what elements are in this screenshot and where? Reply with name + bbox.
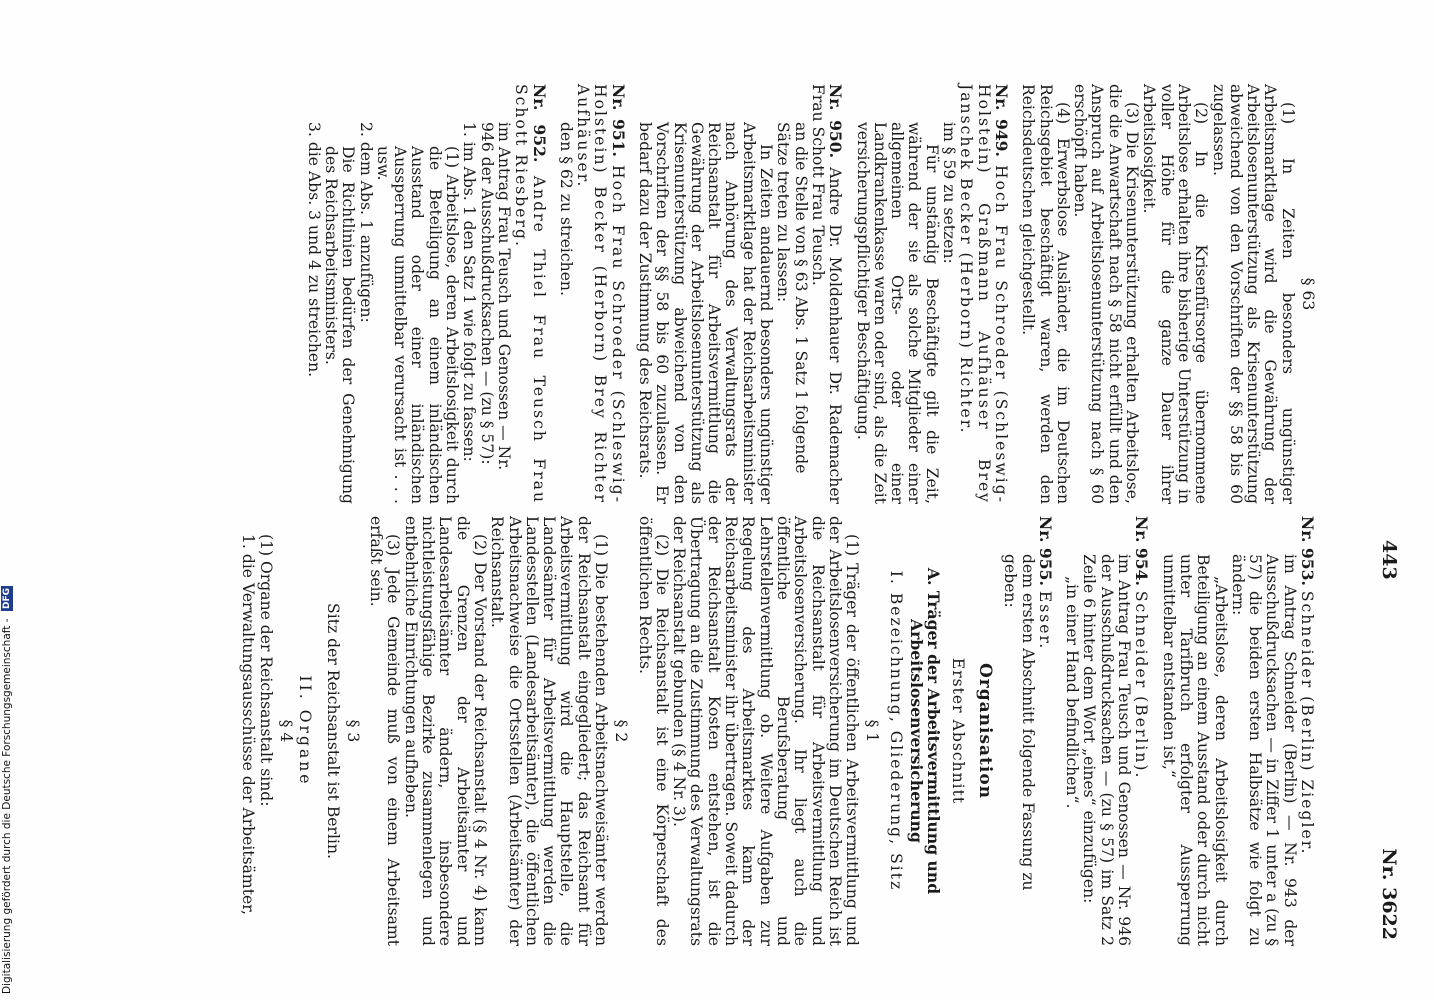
paragraph: Sitz der Reichsanstalt ist Berlin. (323, 603, 342, 859)
motion-signatories: Schneider (Berlin). (1132, 590, 1151, 780)
paragraph: (1) Organe der Reichsanstalt sind: (256, 534, 275, 807)
motion-number: Nr. 950. (826, 84, 846, 159)
list-item: 1. im Abs. 1 den Satz 1 wie folgt zu fassen: (460, 122, 479, 462)
motion-signatories: Hoch Frau Schroeder (Schleswig-Holstein) Becker (Herborn) Brey Richter Aufhäuser. (574, 84, 627, 504)
section-heading: § 2 (612, 719, 631, 743)
motion-text: im § 59 zu setzen: (940, 122, 959, 264)
section-heading: § 63 (1299, 277, 1317, 311)
list-item: 2. dem Abs. 1 anzufügen: (356, 122, 375, 323)
motion-950 (809, 84, 845, 504)
motion-text: den § 62 zu streichen. (556, 122, 575, 296)
paragraph: (4) Erwerbslose Ausländer, die im Deutschen Reichsgebiet beschäftigt waren, werden den Reichsdeutschen gleichgestellt. (1019, 84, 1072, 504)
motion-text: dem ersten Abschnitt folgende Fassung zu geben: (1001, 554, 1037, 891)
paragraph: (1) In Zeiten besonders ungünstiger Arbeitsmarktlage wird die Gewährung der Arbeitslosenunterstützung als Krisenunterstützung abweichend von den Vorschriften der §§ 58 bis 60 zugelassen. (1209, 84, 1297, 504)
list-item: 1. die Verwaltungsausschüsse der Arbeitsämter, (239, 534, 258, 915)
section-heading: § 3 (343, 719, 362, 743)
motion-number: Nr. 953. (1298, 516, 1317, 586)
motion-952 (512, 84, 548, 504)
motion-949 (957, 84, 1010, 504)
drucksache-number: Nr. 3622 (1378, 848, 1400, 940)
paragraph: (2) Der Vorstand der Reichsanstalt (§ 4 Nr. 4) kann die Grenzen der Arbeitsämter und Landesarbeitsämter ändern, insbesondere nichtleistungsfähige Bezirke zusammenlegen und entbehrliche Einrichtungen aufheben. (401, 516, 489, 946)
motion-signatories: Schneider (Berlin) Ziegler. (1298, 590, 1316, 856)
heading-abschnitt: Erster Abschnitt (948, 657, 967, 805)
motion-953 (1298, 516, 1316, 946)
motion-quote: Die Richtlinien bedürfen der Genehmigung des Reichsarbeitsministers. (321, 146, 358, 504)
dfg-logo: DFG (2, 588, 12, 610)
motion-quote: In Zeiten andauernd besonders ungünstiger Arbeitsmarktlage hat der Reichsarbeitsminister nach Anhörung des Verwaltungsrats der Reichsanstalt für Arbeitsvermittlung die Gewährung der Arbeitslosenunterstützung als Krisenunterstützung abweichend von den Vorschriften der §§ 58 bis 60 zuzulassen. Er bedarf dazu der Zustimmung des Reichsrats. (636, 122, 776, 504)
motion-quote: Für unständig Beschäftigte gilt die Zeit, während der sie als solche Mitglieder einer allgemeinen Orts- oder einer Landkrankenkasse waren oder sind, als die Zeit versicherungspflichtiger Beschäftigung. (853, 122, 941, 504)
motion-text: im Antrag Frau Teusch und Genossen — Nr. 946 der Ausschußdrucksachen — (zu § 57) im Satz 2 Zeile 6 hinter dem Wort „eines“ einzufügen: (1080, 554, 1134, 946)
motion-number: Nr. 955. (1035, 516, 1055, 586)
motion-quote: „Arbeitslose, deren Arbeitslosigkeit durch Beteiligung an einem Ausstand oder durch nicht unter Tarifbruch erfolgter Aussperrung unmittelbar entstanden ist,“ (1159, 554, 1230, 946)
heading-subsection-i: I. Bezeichnung, Gliederung, Sitz (886, 570, 905, 892)
motion-signatories: Esser. (1035, 590, 1054, 651)
page-header (1370, 60, 1400, 940)
paragraph: (2) Die Reichsanstalt ist eine Körperschaft des öffentlichen Rechts. (635, 516, 671, 946)
paragraph: (3) Die Krisenunterstützung erhalten Arbeitslose, die die Anwartschaft nach § 58 nicht erfüllt und den Anspruch auf Arbeitslosenunterstützung nach § 60 erschöpft haben. (1071, 84, 1142, 504)
motion-951 (574, 84, 627, 504)
digitization-credit (1, 588, 21, 994)
motion-quote: „in einer Hand befindlichen“. (1063, 576, 1082, 809)
motion-954 (1132, 516, 1150, 946)
section-heading: § 4 (276, 719, 295, 743)
list-item: 3. die Abs. 3 und 4 zu streichen. (304, 122, 323, 378)
paragraph: (3) Jede Gemeinde muß von einem Arbeitsamt erfaßt sein. (367, 516, 403, 946)
motion-signatories: Andre Thiel Frau Teusch Frau Schott Riesberg. (512, 84, 548, 504)
motion-text: an die Stelle von § 63 Abs. 1 Satz 1 folgende Sätze treten zu lassen: (774, 122, 810, 474)
motion-number: Nr. 954. (1132, 516, 1152, 586)
motion-955 (1036, 516, 1054, 946)
motion-quote: (1) Arbeitslose, deren Arbeitslosigkeit durch die Beteiligung an einem inländischen Ausstand oder einer inländischen Aussperrung unmittelbar verursacht ist . . . usw. (373, 146, 462, 504)
motion-number: Nr. 952. (529, 84, 549, 163)
section-heading: § 1 (863, 719, 882, 743)
motion-number: Nr. 951. (608, 84, 628, 157)
page-number: 443 (1378, 540, 1400, 580)
paragraph: (1) Die bestehenden Arbeitsnachweisämter werden der Reichsanstalt eingegliedert; das Reichsamt für Arbeitsvermittlung wird die Hauptstelle, die Landesämter für Arbeitsvermittlung werden die Landesstellen (Landesarbeitsämter), die öffentlichen Arbeitsnachweise die Ortsstellen (Arbeitsämter) der Reichsanstalt. (488, 516, 611, 946)
motion-signatories: Andre Dr. Moldenhauer Dr. Rademacher Frau Schott Frau Teusch. (808, 84, 845, 505)
left-column (304, 84, 1316, 504)
credit-text: Digitalisierung gefördert durch die Deutsche Forschungsgemeinschaft - (1, 618, 13, 994)
heading-section-a: A. Träger der Arbeitsvermittlung und Arbeitslosenversicherung (907, 567, 944, 895)
paragraph: (2) In die Krisenfürsorge übernommene Arbeitslose erhalten ihre bisherige Unterstützung in voller Höhe für die ganze Dauer ihrer Arbeitslosigkeit. (1140, 84, 1211, 504)
paragraph: (1) Träger der öffentlichen Arbeitsvermittlung und der Arbeitslosenversicherung im Deutschen Reich ist die Reichsanstalt für Arbeitsvermittlung und Arbeitslosenversicherung. Ihr liegt auch die öffentliche Berufsberatung und Lehrstellenvermittlung ob. Weitere Aufgaben zur Regelung des Arbeitsmarktes kann der Reichsarbeitsminister ihr übertragen. Soweit dadurch der Reichsanstalt Kosten entstehen, ist die Übertragung an die Zustimmung des Verwaltungsrats der Reichsanstalt gebunden (§ 4 Nr. 3). (670, 516, 862, 946)
motion-signatories: Hoch Frau Schroeder (Schleswig-Holstein) Graßmann Aufhäuser Brey Janschek Becker (Herborn) Richter. (957, 84, 1010, 504)
motion-text: im Antrag Frau Teusch und Genossen — Nr. 946 der Ausschußdrucksachen — (zu § 57): (477, 122, 513, 471)
motion-number: Nr. 949. (991, 84, 1011, 157)
heading-organisation: Organisation (974, 662, 995, 800)
motion-text: im Antrag Schneider (Berlin) — Nr. 943 der Ausschußdrucksachen — in Ziffer 1 unter a (zu § 57) die beiden ersten Halbsätze wie folgt zu ändern: (1228, 554, 1299, 946)
right-column (239, 516, 1316, 946)
heading-subsection-ii: II. Organe (296, 675, 315, 787)
